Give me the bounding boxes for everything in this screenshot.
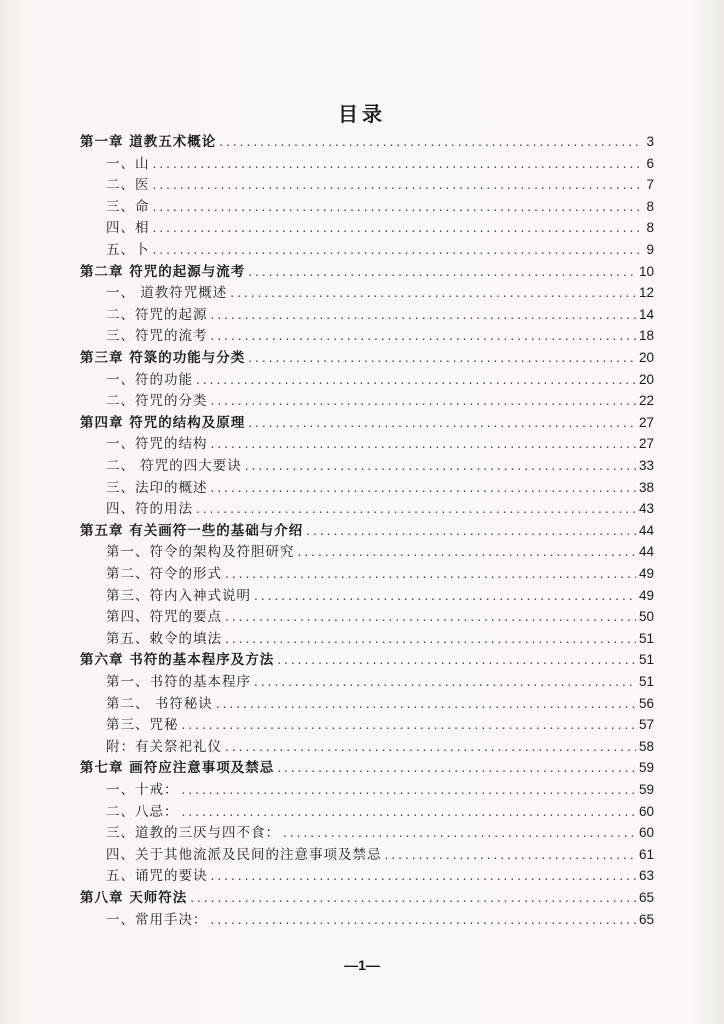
dot-leader <box>254 671 636 693</box>
toc-section-entry <box>106 304 654 326</box>
toc-chapter-entry <box>80 649 654 671</box>
dot-leader <box>225 628 636 650</box>
toc-entry-page: 51 <box>638 674 654 689</box>
toc-entry-label: 第二章 符咒的起源与流考 <box>80 263 246 280</box>
toc-entry-page: 51 <box>638 652 654 668</box>
toc-entry-page: 50 <box>638 609 654 625</box>
toc-entry-page: 7 <box>646 177 654 193</box>
toc-section-entry <box>106 217 654 239</box>
toc-section-entry <box>106 801 654 823</box>
toc-entry-page: 18 <box>638 328 654 344</box>
toc-section-entry <box>106 844 654 866</box>
dot-leader <box>182 779 636 801</box>
toc-entry-label: 五、卜 <box>106 242 150 258</box>
toc-entry-label: 三、命 <box>106 198 150 215</box>
toc-entry-page: 61 <box>638 846 654 862</box>
dot-leader <box>182 714 636 736</box>
toc-section-entry <box>106 498 654 520</box>
toc-entry-label: 一、十戒： <box>106 782 179 798</box>
toc-entry-page: 20 <box>638 371 654 387</box>
toc-entry-page: 38 <box>638 479 654 495</box>
toc-entry-label: 第八章 天师符法 <box>80 890 188 906</box>
dot-leader <box>225 606 636 628</box>
dot-leader <box>225 563 636 585</box>
toc-entry-label: 二、医 <box>106 177 150 194</box>
toc-entry-page: 63 <box>638 868 654 884</box>
dot-leader <box>211 865 636 887</box>
dot-leader <box>211 325 636 347</box>
toc-entry-label: 一、常用手决： <box>106 911 208 928</box>
toc-chapter-entry <box>80 261 654 283</box>
toc-entry-label: 第一、书符的基本程序 <box>106 674 251 690</box>
toc-entry-page: 51 <box>638 630 654 646</box>
toc-chapter-entry <box>80 347 654 369</box>
toc-entry-label: 一、符咒的结构 <box>106 436 208 453</box>
toc-entry-label: 第一章 道教五术概论 <box>80 134 217 150</box>
toc-entry-page: 9 <box>646 242 654 257</box>
dot-leader <box>211 477 636 499</box>
toc-section-entry <box>106 390 654 412</box>
dot-leader <box>298 541 636 563</box>
toc-entry-label: 第三、符内入神式说明 <box>106 587 251 604</box>
toc-entry-label: 第七章 画符应注意事项及禁忌 <box>80 760 275 777</box>
toc-section-entry <box>106 628 654 650</box>
dot-leader <box>153 196 644 218</box>
dot-leader <box>211 433 636 455</box>
dot-leader <box>248 412 636 434</box>
dot-leader <box>277 757 636 779</box>
toc-entry-page: 33 <box>638 458 654 473</box>
toc-entry-label: 二、 符咒的四大要诀 <box>106 458 242 474</box>
dot-leader <box>153 174 644 196</box>
toc-entry-label: 三、法印的概述 <box>106 479 208 496</box>
toc-entry-label: 四、符的用法 <box>106 501 193 518</box>
toc-entry-label: 四、相 <box>106 220 150 237</box>
dot-leader <box>211 304 636 326</box>
dot-leader <box>225 736 636 758</box>
dot-leader <box>219 131 643 153</box>
toc-entry-label: 一、山 <box>106 155 150 172</box>
page-title: 目录 <box>338 102 386 126</box>
toc-entry-page: 58 <box>638 738 654 754</box>
dot-leader <box>216 693 636 715</box>
toc-entry-label: 二、符咒的起源 <box>106 306 208 323</box>
toc-section-entry <box>106 282 654 304</box>
toc-entry-page: 27 <box>638 414 654 430</box>
toc-entry-page: 65 <box>638 890 654 905</box>
toc-entry-page: 22 <box>638 393 654 409</box>
dot-leader <box>211 909 636 931</box>
toc-entry-label: 第三章 符箓的功能与分类 <box>80 350 246 366</box>
toc-entry-page: 27 <box>638 436 654 452</box>
toc-section-entry <box>106 325 654 347</box>
toc-chapter-entry <box>80 520 654 542</box>
toc-entry-label: 第三、咒秘 <box>106 717 179 734</box>
toc-entry-label: 第一、符令的架构及符胆研究 <box>106 544 295 561</box>
dot-leader <box>230 282 636 304</box>
toc-entry-page: 8 <box>646 220 654 236</box>
toc-section-entry <box>106 736 654 758</box>
dot-leader <box>153 153 644 175</box>
dot-leader <box>248 261 636 283</box>
dot-leader <box>153 239 644 261</box>
toc-section-entry <box>106 822 654 844</box>
toc-chapter-entry <box>80 887 654 909</box>
toc-entry-page: 60 <box>638 803 654 819</box>
toc-section-entry <box>106 455 654 477</box>
toc-entry-page: 10 <box>638 263 654 279</box>
toc-section-entry <box>106 909 654 931</box>
toc-entry-page: 44 <box>638 544 654 560</box>
toc-entry-label: 第二、 书符秘诀 <box>106 695 213 712</box>
dot-leader <box>196 369 636 391</box>
toc-entry-label: 三、符咒的流考 <box>106 328 208 345</box>
dot-leader <box>254 585 636 607</box>
toc-entry-label: 二、八忌： <box>106 803 179 820</box>
toc-section-entry <box>106 196 654 218</box>
toc-section-entry <box>106 433 654 455</box>
toc-entry-page: 8 <box>646 198 654 214</box>
toc-section-entry <box>106 541 654 563</box>
toc-section-entry <box>106 563 654 585</box>
toc-section-entry <box>106 477 654 499</box>
toc-entry-label: 一、 道教符咒概述 <box>106 285 228 302</box>
toc-entry-page: 60 <box>638 825 654 841</box>
dot-leader <box>306 520 636 542</box>
toc-entry-label: 五、诵咒的要诀 <box>106 868 208 885</box>
toc-entry-label: 第四章 符咒的结构及原理 <box>80 414 246 431</box>
toc-entry-page: 59 <box>638 782 654 797</box>
toc-entry-page: 56 <box>638 695 654 711</box>
dot-leader <box>385 844 636 866</box>
dot-leader <box>277 649 636 671</box>
toc-section-entry <box>106 714 654 736</box>
toc-entry-label: 三、道教的三厌与四不食： <box>106 825 280 842</box>
toc-chapter-entry <box>80 757 654 779</box>
toc-entry-page: 43 <box>638 501 654 517</box>
toc-entry-page: 65 <box>638 911 654 927</box>
toc-entry-label: 第五章 有关画符一些的基础与介绍 <box>80 522 304 539</box>
toc-entry-page: 49 <box>638 566 654 581</box>
toc-chapter-entry <box>80 412 654 434</box>
dot-leader <box>245 455 636 477</box>
toc-section-entry <box>106 865 654 887</box>
dot-leader <box>283 822 636 844</box>
page-number: —1— <box>344 957 380 973</box>
toc-section-entry <box>106 693 654 715</box>
toc-entry-page: 57 <box>638 717 654 733</box>
toc-section-entry <box>106 239 654 261</box>
dot-leader <box>190 887 636 909</box>
toc-section-entry <box>106 153 654 175</box>
toc-section-entry <box>106 779 654 801</box>
toc-chapter-entry <box>80 131 654 153</box>
toc-entry-label: 四、关于其他流派及民间的注意事项及禁忌 <box>106 846 382 863</box>
toc-entry-page: 14 <box>638 306 654 322</box>
toc-entry-page: 6 <box>646 155 654 171</box>
dot-leader <box>196 498 636 520</box>
toc-section-entry <box>106 606 654 628</box>
toc-entry-page: 49 <box>638 587 654 603</box>
toc-entry-page: 44 <box>638 522 654 538</box>
dot-leader <box>182 801 636 823</box>
toc-entry-page: 3 <box>646 134 654 149</box>
toc-entry-label: 第六章 书符的基本程序及方法 <box>80 652 275 669</box>
toc-entry-label: 二、符咒的分类 <box>106 393 208 410</box>
toc-entry-page: 12 <box>638 285 654 301</box>
toc-section-entry <box>106 671 654 693</box>
toc-entry-label: 第二、符令的形式 <box>106 566 222 582</box>
toc-entry-page: 20 <box>638 350 654 365</box>
toc-entry-page: 59 <box>638 760 654 776</box>
toc-entry-label: 一、符的功能 <box>106 371 193 388</box>
toc-entry-label: 附：有关祭祀礼仪 <box>106 738 222 755</box>
toc-section-entry <box>106 174 654 196</box>
dot-leader <box>211 390 636 412</box>
toc-entry-label: 第四、符咒的要点 <box>106 609 222 626</box>
dot-leader <box>153 217 644 239</box>
toc-entry-label: 第五、敕令的填法 <box>106 630 222 647</box>
toc-section-entry <box>106 369 654 391</box>
dot-leader <box>248 347 636 369</box>
toc-section-entry <box>106 585 654 607</box>
